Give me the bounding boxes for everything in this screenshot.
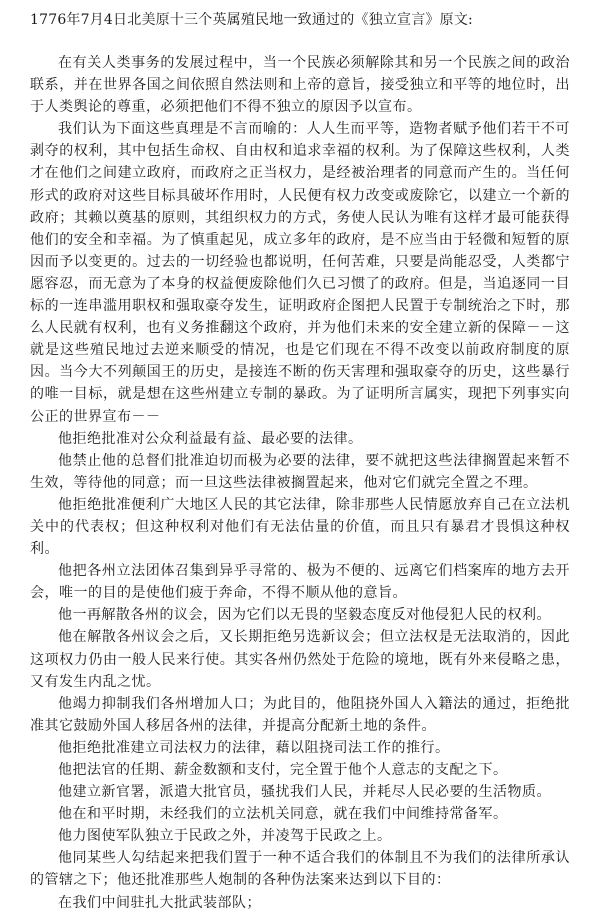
paragraph: 他禁止他的总督们批准迫切而极为必要的法律，要不就把这些法律搁置起来暂不生效，等待他的同意；而一旦这些法律被搁置起来，他对它们就完全置之不理。	[30, 452, 570, 491]
paragraph: 他同某些人勾结起来把我们置于一种不适合我们的体制且不为我们的法律所承认的管辖之下；他还批准那些人炮制的各种伪法案来达到以下目的：	[30, 850, 570, 889]
paragraph: 他把各州立法团体召集到异乎寻常的、极为不便的、远离它们档案库的地方去开会，唯一的目的是使他们疲于奔命，不得不顺从他的意旨。	[30, 563, 570, 602]
paragraph: 他力图使军队独立于民政之外，并凌驾于民政之上。	[58, 828, 392, 845]
paragraph: 他一再解散各州的议会，因为它们以无畏的坚毅态度反对他侵犯人民的权利。	[58, 607, 551, 624]
paragraph: 在有关人类事务的发展过程中，当一个民族必须解除其和另一个民族之间的政治联系，并在世界各国之间依照自然法则和上帝的意旨，接受独立和平等的地位时，出于人类舆论的尊重，必须把他们不得不独立的原因予以宣布。	[30, 55, 570, 116]
paragraph: 他拒绝批准对公众利益最有益、最必要的法律。	[58, 430, 363, 447]
paragraph: 他拒绝批准便利广大地区人民的其它法律，除非那些人民情愿放弃自己在立法机关中的代表权；但这种权利对他们有无法估量的价值，而且只有暴君才畏惧这种权利。	[30, 496, 570, 558]
document-heading: 1776年7月4日北美原十三个英属殖民地一致通过的《独立宣言》原文:	[30, 12, 473, 28]
paragraph: 我们认为下面这些真理是不言而喻的：人人生而平等，造物者赋予他们若干不可剥夺的权利，其中包括生命权、自由权和追求幸福的权利。为了保障这些权利，人类才在他们之间建立政府，而政府之正当权力，是经被治理者的同意而产生的。当任何形式的政府对这些目标具破坏作用时，人民便有权力改变或废除它，以建立一个新的政府；其赖以奠基的原则，其组织权力的方式，务使人民认为唯有这样才最可能获得他们的安全和幸福。为了慎重起见，成立多年的政府，是不应当由于轻微和短暂的原因而予以变更的。过去的一切经验也都说明，任何苦难，只要是尚能忍受，人类都宁愿容忍，而无意为了本身的权益便废除他们久已习惯了的政府。但是，当追逐同一目标的一连串滥用职权和强取豪夺发生，证明政府企图把人民置于专制统治之下时，那么人民就有权利，也有义务推翻这个政府，并为他们未来的安全建立新的保障－－这就是这些殖民地过去逆来顺受的情况，也是它们现在不得不改变以前政府制度的原因。当今大不列颠国王的历史，是接连不断的伤天害理和强取豪夺的历史，这些暴行的唯一目标，就是想在这些州建立专制的暴政。为了证明所言属实，现把下列事实向公正的世界宣布－－	[30, 121, 570, 425]
paragraph: 他竭力抑制我们各州增加人口；为此目的，他阻挠外国人入籍法的通过，拒绝批准其它鼓励外国人移居各州的法律，并提高分配新土地的条件。	[30, 695, 570, 734]
paragraph: 在我们中间驻扎大批武装部队；	[58, 894, 261, 911]
paragraph: 他建立新官署，派遣大批官员，骚扰我们人民，并耗尽人民必要的生活物质。	[58, 784, 551, 801]
paragraph: 他拒绝批准建立司法权力的法律，藉以阻挠司法工作的推行。	[58, 739, 450, 756]
paragraph: 他把法官的任期、薪金数额和支付，完全置于他个人意志的支配之下。	[58, 762, 508, 778]
paragraph: 他在解散各州议会之后，又长期拒绝另选新议会；但立法权是无法取消的，因此这项权力仍由一般人民来行使。其实各州仍然处于危险的境地，既有外来侵略之患，又有发生内乱之忧。	[30, 629, 570, 690]
document-body	[30, 52, 570, 914]
paragraph: 他在和平时期，未经我们的立法机关同意，就在我们中间维持常备军。	[58, 806, 508, 823]
